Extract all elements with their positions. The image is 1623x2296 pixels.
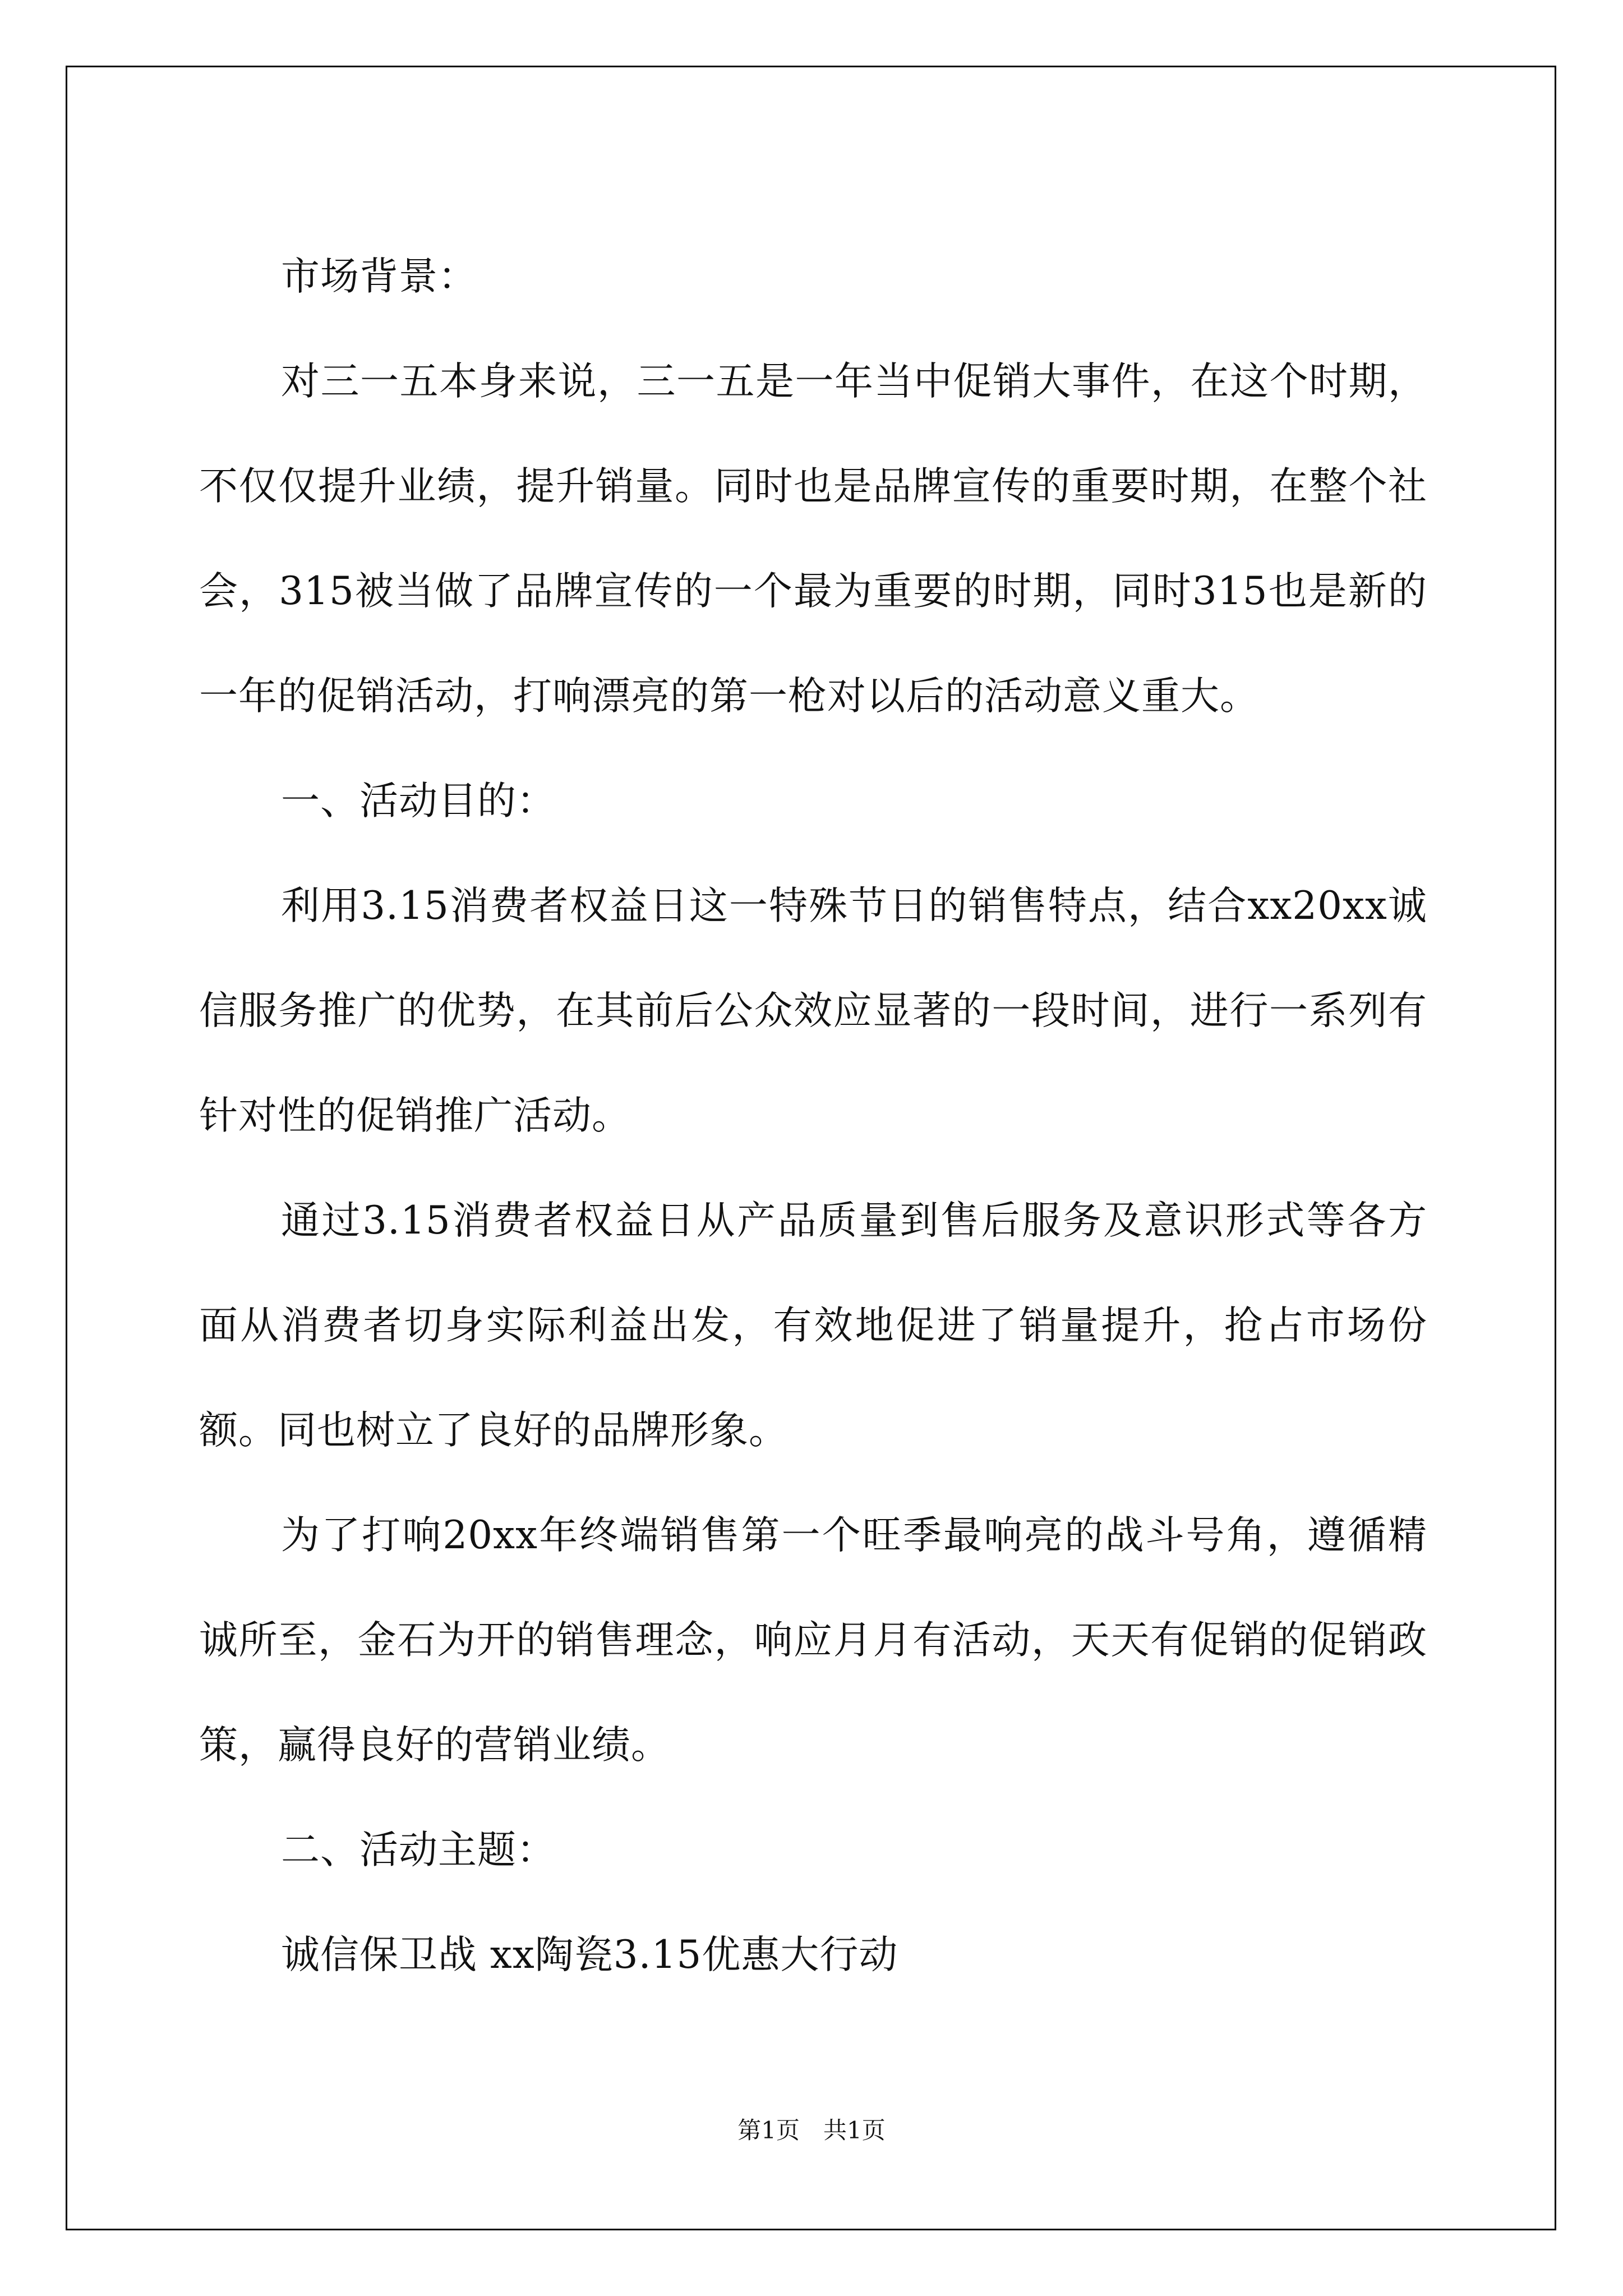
document-body xyxy=(199,224,1427,2008)
page-footer: 第1页 共1页 xyxy=(737,2116,886,2144)
paragraph-theme: 诚信保卫战 xx陶瓷3.15优惠大行动 xyxy=(281,1932,898,1977)
heading-activity-purpose: 一、活动目的： xyxy=(281,779,556,823)
heading-activity-theme: 二、活动主题： xyxy=(281,1828,556,1872)
paragraph-purpose-1: 利用3.15消费者权益日这一特殊节日的销售特点，结合xx20xx诚信服务推广的优势，在其前后公众效应显著的一段时间，进行一系列有针对性的促销推广活动。 xyxy=(199,884,1427,1138)
paragraph-background: 对三一五本身来说，三一五是一年当中促销大事件，在这个时期，不仅仅提升业绩，提升销量。同时也是品牌宣传的重要时期，在整个社会，315被当做了品牌宣传的一个最为重要的时期，同时315也是新的一年的促销活动，打响漂亮的第一枪对以后的活动意义重大。 xyxy=(199,359,1427,719)
paragraph-purpose-2: 通过3.15消费者权益日从产品质量到售后服务及意识形式等各方面从消费者切身实际利益出发，有效地促进了销量提升，抢占市场份额。同也树立了良好的品牌形象。 xyxy=(199,1198,1427,1453)
paragraph-purpose-3: 为了打响20xx年终端销售第一个旺季最响亮的战斗号角，遵循精诚所至，金石为开的销售理念，响应月月有活动，天天有促销的促销政策，赢得良好的营销业绩。 xyxy=(199,1513,1427,1768)
heading-market-background: 市场背景： xyxy=(281,254,477,299)
